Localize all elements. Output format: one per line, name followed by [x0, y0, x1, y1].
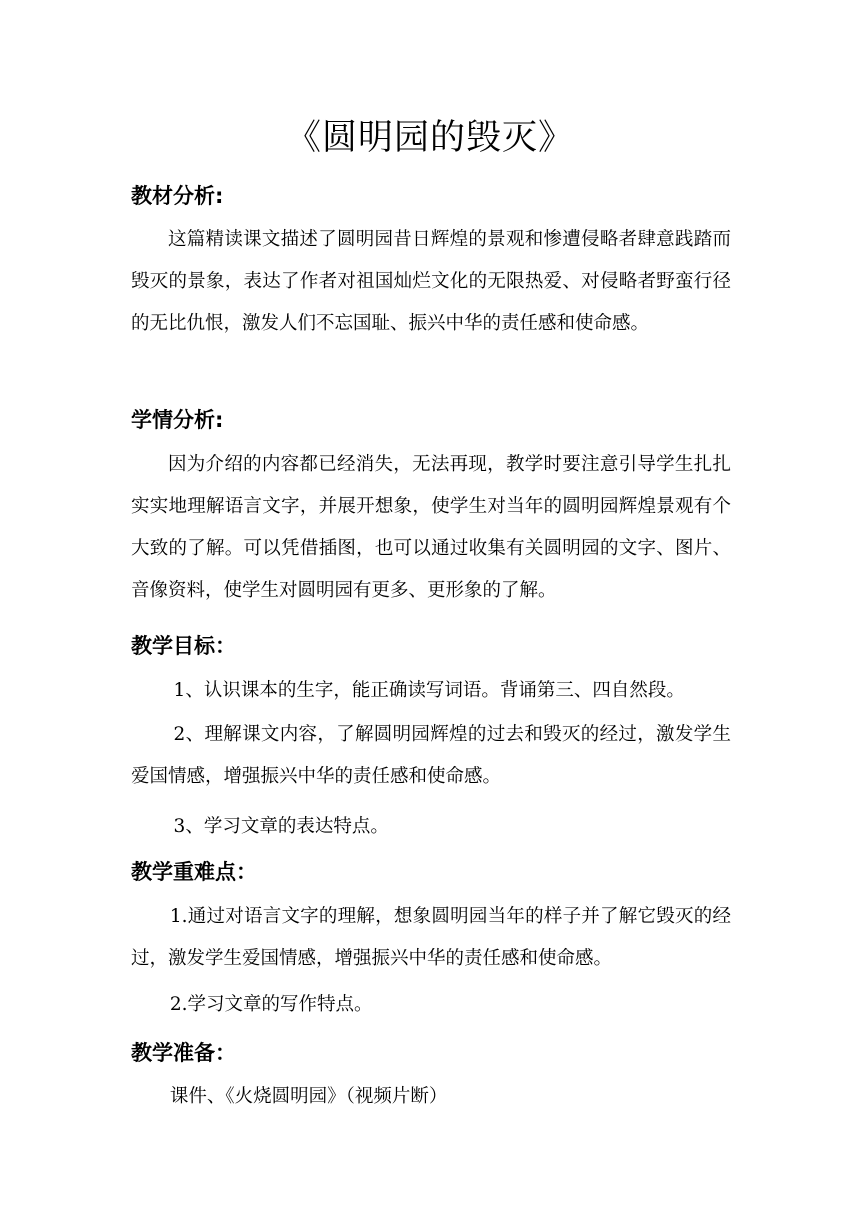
learner-analysis-text: 因为介绍的内容都已经消失，无法再现，教学时要注意引导学生扎扎实实地理解语言文字，并展开想象，使学生对当年的圆明园辉煌景观有个大致的了解。可以凭借插图，也可以通过收集有关圆明园的文字、图片、音像资料，使学生对圆明园有更多、更形象的了解。	[131, 454, 731, 601]
objectives-heading: 教学目标：	[131, 634, 236, 658]
objective-item-1: 1、认识课本的生字，能正确读写词语。背诵第三、四自然段。	[173, 680, 685, 701]
material-analysis-heading: 教材分析:	[131, 184, 224, 208]
objective-item-3: 3、学习文章的表达特点。	[173, 816, 389, 837]
preparation-text: 课件、《火烧圆明园》（视频片断）	[169, 1086, 448, 1107]
preparation-heading: 教学准备：	[131, 1041, 236, 1065]
learner-analysis-heading: 学情分析:	[131, 408, 224, 432]
document-title: 《圆明园的毁灭》	[285, 118, 574, 158]
material-analysis-text: 这篇精读课文描述了圆明园昔日辉煌的景观和惨遭侵略者肆意践踏而毁灭的景象，表达了作者对祖国灿烂文化的无限热爱、对侵略者野蛮行径的无比仇恨，激发人们不忘国耻、振兴中华的责任感和使命感。	[131, 229, 731, 334]
key-point-item-1: 1.通过对语言文字的理解，想象圆明园当年的样子并了解它毁灭的经过，激发学生爱国情感，增强振兴中华的责任感和使命感。	[131, 906, 731, 969]
key-point-item-2: 2.学习文章的写作特点。	[169, 994, 373, 1015]
objective-item-2: 2、理解课文内容，了解圆明园辉煌的过去和毁灭的经过，激发学生爱国情感，增强振兴中华的责任感和使命感。	[131, 724, 731, 787]
key-points-heading: 教学重难点：	[131, 860, 257, 884]
